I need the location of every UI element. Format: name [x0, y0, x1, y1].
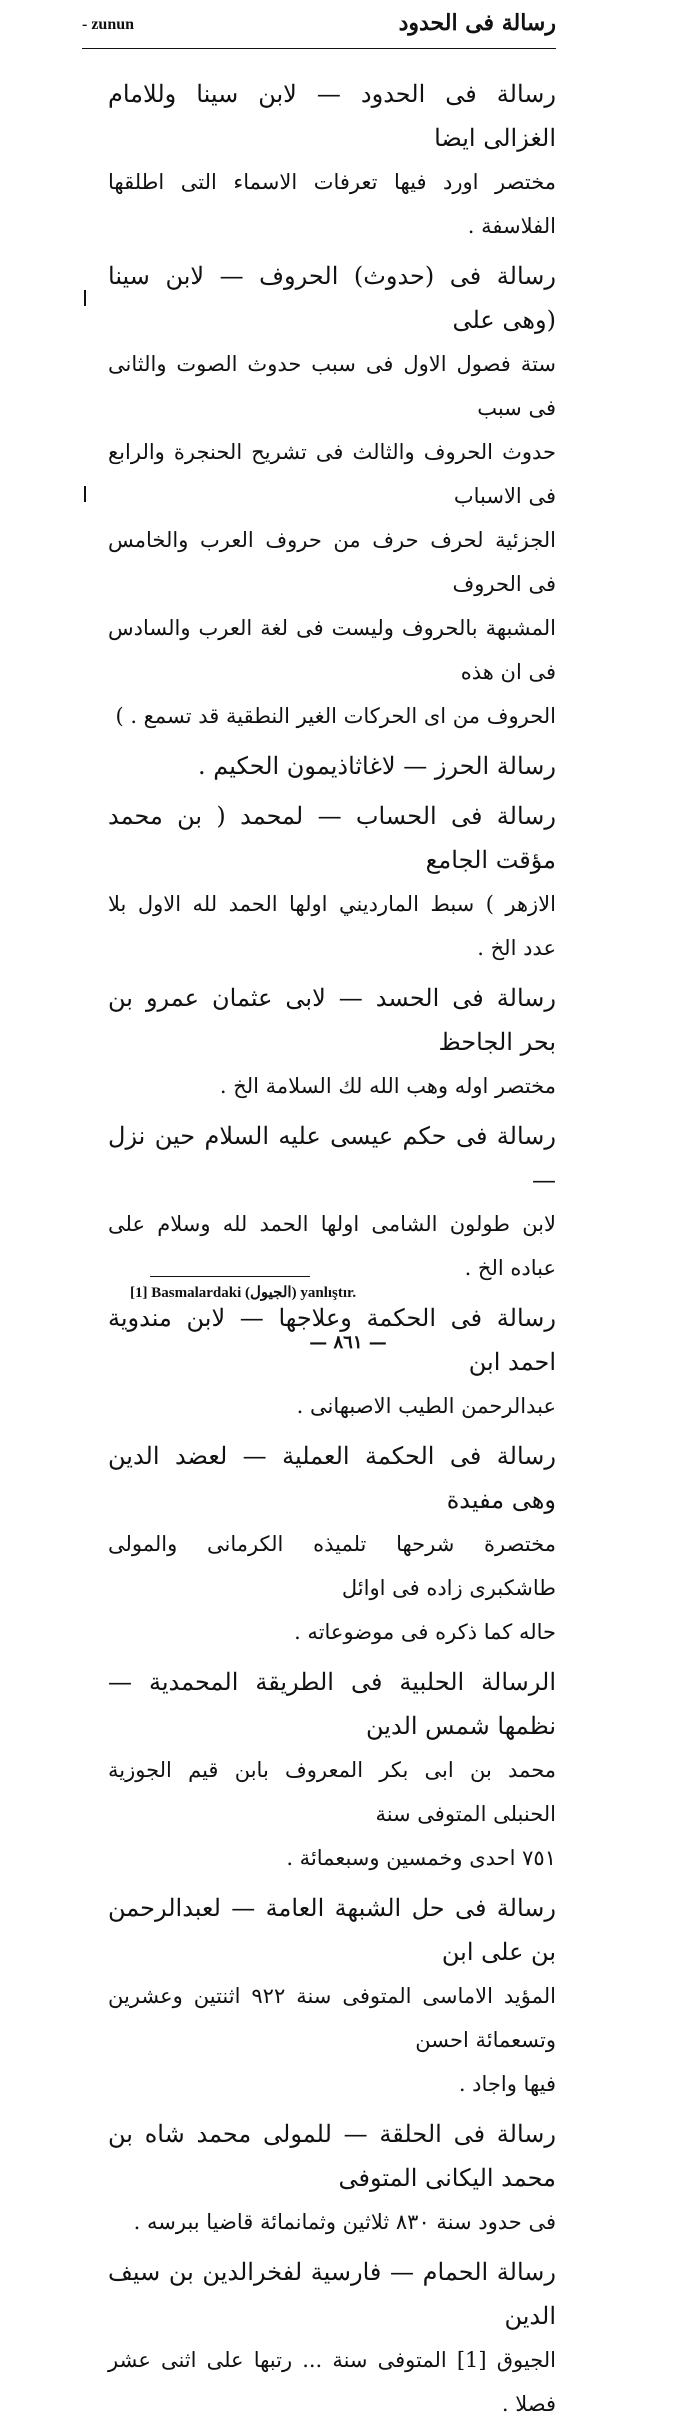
entry: [108, 2250, 556, 2426]
entry-line: عبدالرحمن الطيب الاصبهانى .: [296, 1394, 556, 1418]
entry-line: الازهر ) سبط المارديني اولها الحمد لله الاول بلا عدد الخ .: [108, 892, 556, 960]
entry-line: المؤيد الاماسى المتوفى سنة ٩٢٢ اثنتين وعشرين وتسعمائة احسن: [108, 1984, 556, 2052]
margin-mark: [84, 486, 86, 502]
entry-line: مختصر اوله وهب الله لك السلامة الخ .: [219, 1074, 556, 1098]
entry-line: فيها واجاد .: [458, 2072, 556, 2096]
entry-line: محمد بن ابى بكر المعروف بابن قيم الجوزية الحنبلى المتوفى سنة: [108, 1758, 556, 1826]
entry-title-line: رسالة فى الحلقة — للمولى محمد شاه بن محمد اليكانى المتوفى: [108, 2120, 556, 2192]
entry-title-line: رسالة فى حكم عيسى عليه السلام حين نزل —: [108, 1122, 556, 1194]
footnote-separator: [150, 1276, 310, 1277]
entry-title-line: رسالة الحمام — فارسية لفخرالدين بن سيف الدين: [108, 2258, 556, 2330]
entry: [108, 2112, 556, 2244]
entry-title-line: رسالة فى الحدود — لابن سينا وللامام الغزالى ايضا: [108, 80, 556, 152]
entry: [108, 254, 556, 738]
page-number: — ٨٦١ —: [309, 1332, 387, 1353]
entry: [108, 1434, 556, 1654]
header-left-text: - zunun: [82, 16, 135, 33]
entry-title-line: الرسالة الحلبية فى الطريقة المحمدية — نظمها شمس الدين: [108, 1668, 556, 1740]
entry-title-line: رسالة فى الحسد — لابى عثمان عمرو بن بحر الجاحظ: [108, 984, 556, 1056]
entry-line: ٧٥١ احدى وخمسين وسبعمائة .: [286, 1846, 556, 1870]
entry: [108, 1886, 556, 2106]
entry-title-line: رسالة فى (حدوث) الحروف — لابن سينا (وهى على: [108, 262, 556, 334]
running-header: [82, 10, 556, 44]
entry-line: الحروف من اى الحركات الغير النطقية قد تسمع . ): [115, 704, 556, 728]
entry-title-line: رسالة فى حل الشبهة العامة — لعبدالرحمن بن على ابن: [108, 1894, 556, 1966]
entry-title-line: رسالة الحرز — لاغاثاذيمون الحكيم .: [197, 752, 556, 780]
entry-line: مختصرة شرحها تلميذه الكرمانى والمولى طاشكبرى زاده فى اوائل: [108, 1532, 556, 1600]
entry-title-line: رسالة فى الحكمة العملية — لعضد الدين وهى مفيدة: [108, 1442, 556, 1514]
entry-line: ستة فصول الاول فى سبب حدوث الصوت والثانى فى سبب: [108, 352, 556, 420]
header-right-title: رسالة فى الحدود: [398, 10, 556, 36]
footnote: [1] Basmalardaki (الجيول) yanlıştır.: [130, 1285, 357, 1301]
entry-title-line: رسالة فى الحكمة وعلاجها — لابن مندوية احمد ابن: [108, 1304, 556, 1376]
entry-line: مختصر اورد فيها تعرفات الاسماء التى اطلقها الفلاسفة .: [108, 170, 556, 238]
entry-line: حدوث الحروف والثالث فى تشريح الحنجرة والرابع فى الاسباب: [108, 440, 556, 508]
entry-line: المشبهة بالحروف وليست فى لغة العرب والسادس فى ان هذه: [108, 616, 556, 684]
entry: [108, 1114, 556, 1290]
margin-mark: [84, 290, 86, 306]
entry-line: فى حدود سنة ٨٣٠ ثلاثين وثمانمائة قاضيا ببرسه .: [133, 2210, 556, 2234]
page-body: [108, 72, 556, 2432]
entry: [108, 1660, 556, 1880]
entry-line: حاله كما ذكره فى موضوعاته .: [294, 1620, 556, 1644]
entry: [108, 976, 556, 1108]
entry-line: لابن طولون الشامى اولها الحمد لله وسلام على عباده الخ .: [108, 1212, 556, 1280]
entry-line: الجيوق [1] المتوفى سنة ... رتبها على اثنى عشر فصلا .: [108, 2348, 556, 2416]
entry: [108, 72, 556, 248]
entry: [108, 744, 556, 788]
entry-line: الجزئية لحرف حرف من حروف العرب والخامس فى الحروف: [108, 528, 556, 596]
entry: [108, 1296, 556, 1428]
header-rule: [82, 48, 556, 49]
entry-title-line: رسالة فى الحساب — لمحمد ( بن محمد مؤقت الجامع: [108, 802, 556, 874]
entry: [108, 794, 556, 970]
